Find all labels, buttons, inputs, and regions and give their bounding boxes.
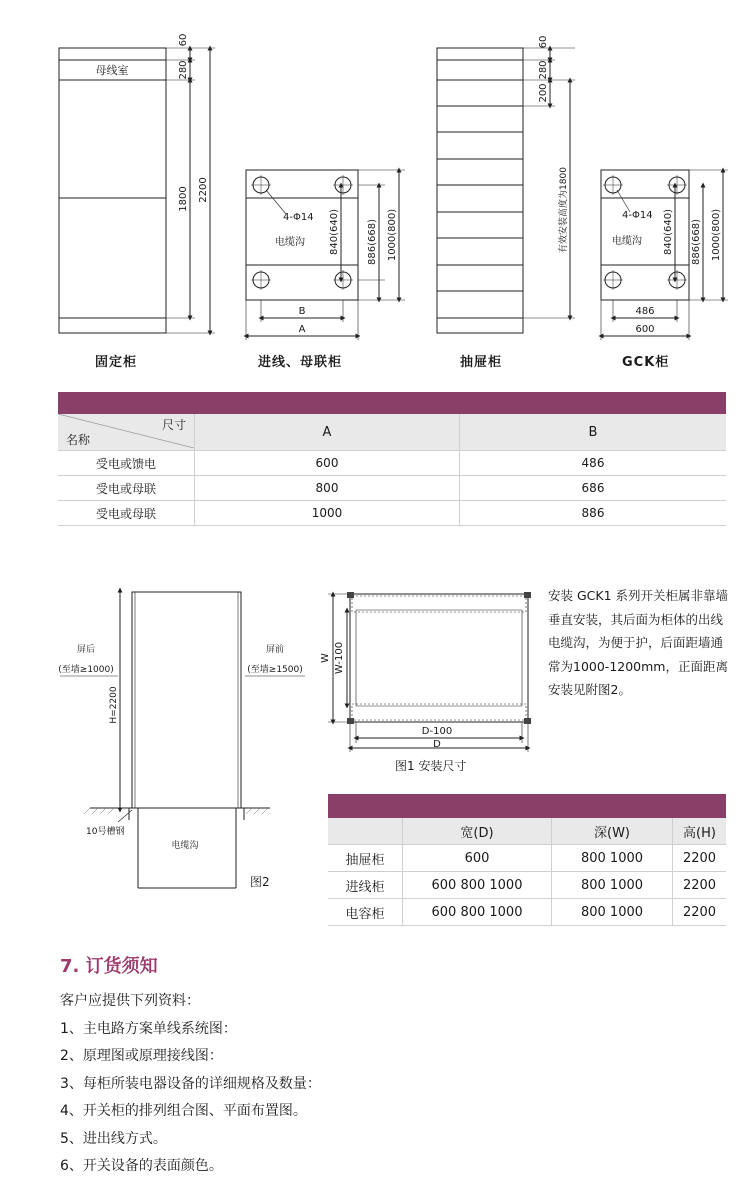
table-row: 进线柜 600 800 1000 800 1000 2200 [328, 872, 726, 899]
svg-text:280: 280 [538, 60, 549, 80]
installation-note: 安装 GCK1 系列开关柜属非靠墙垂直安装，其后面为柜体的出线电缆沟，为便于护，后面距墙通常为1000-1200mm，正面距离安装见附图2。 [548, 588, 729, 697]
svg-text:280: 280 [178, 60, 189, 80]
svg-text:W-100: W-100 [334, 641, 345, 675]
cabinet-size-table: 宽(D) 深(W) 高(H) 抽屉柜 600 800 1000 2200 进线柜 600 800 1000 800 1000 2200 电容柜 600 800 1000 800 1000 2200 [328, 794, 726, 926]
list-item: 4、开关柜的排列组合图、平面布置图。 [60, 1103, 307, 1119]
ab-dimension-table [58, 392, 726, 526]
svg-text:4-Φ14: 4-Φ14 [622, 210, 653, 221]
table-row: 电容柜 600 800 1000 800 1000 2200 [328, 899, 726, 926]
svg-text:A: A [298, 324, 306, 335]
svg-text:1000(800): 1000(800) [387, 208, 398, 262]
svg-text:电缆沟: 电缆沟 [612, 236, 642, 247]
svg-text:(至墙≥1000): (至墙≥1000) [58, 665, 114, 675]
ordering-list [60, 988, 321, 1181]
table-row: 受电或馈电 600 486 [58, 451, 726, 476]
incoming-cabinet-drawing [246, 170, 405, 340]
svg-text:600: 600 [635, 324, 655, 335]
table-row: 抽屉柜 600 800 1000 2200 [328, 845, 726, 872]
list-item: 2、原理图或原理接线图： [60, 1048, 223, 1064]
svg-text:840(640): 840(640) [663, 209, 674, 255]
svg-text:10号槽钢: 10号槽钢 [86, 827, 125, 837]
fixed-cabinet-drawing [59, 48, 215, 333]
svg-text:200: 200 [538, 83, 549, 103]
list-item: 6、开关设备的表面颜色。 [60, 1158, 223, 1174]
ordering-section-title: 7. 订货须知 [60, 956, 158, 977]
drawer-cabinet-drawing [437, 48, 575, 333]
list-item: 1、主电路方案单线系统图： [60, 1020, 237, 1037]
col-b-header: B [460, 414, 727, 451]
svg-text:图1 安装尺寸: 图1 安装尺寸 [395, 759, 467, 773]
svg-text:有效安装高度为1800: 有效安装高度为1800 [559, 167, 569, 253]
svg-text:840(640): 840(640) [329, 209, 340, 255]
svg-text:H=2200: H=2200 [109, 686, 119, 724]
svg-text:D-100: D-100 [421, 726, 453, 737]
table-corner-cell: 尺寸 名称 [58, 414, 195, 451]
svg-text:4-Φ14: 4-Φ14 [283, 212, 314, 223]
incoming-cabinet-caption: 进线、母联柜 [258, 355, 343, 370]
busbar-room-label: 母线室 [95, 64, 129, 77]
svg-text:60: 60 [538, 35, 549, 49]
svg-text:1800: 1800 [178, 186, 189, 212]
fixed-cabinet-caption: 固定柜 [95, 355, 138, 370]
drawer-cabinet-caption: 抽屉柜 [460, 355, 503, 370]
ordering-intro: 客户应提供下列资料： [60, 993, 200, 1009]
svg-text:486: 486 [635, 306, 655, 317]
svg-text:电缆沟: 电缆沟 [275, 237, 305, 248]
table-row: 受电或母联 800 686 [58, 476, 726, 501]
svg-text:B: B [298, 306, 306, 317]
list-item: 5、进出线方式。 [60, 1130, 167, 1147]
svg-text:图2: 图2 [250, 875, 270, 889]
svg-text:886(668): 886(668) [367, 219, 378, 265]
svg-text:1000(800): 1000(800) [711, 208, 722, 262]
gck-cabinet-caption: GCK柜 [622, 355, 670, 370]
svg-text:W: W [320, 653, 331, 663]
figure2-installation-drawing [0, 580, 320, 900]
figure1-installation-plan [320, 580, 545, 780]
svg-text:屏后: 屏后 [76, 645, 96, 655]
list-item: 3、每柜所装电器设备的详细规格及数量： [60, 1075, 321, 1092]
col-a-header: A [195, 414, 460, 451]
table-row: 受电或母联 1000 886 [58, 501, 726, 526]
svg-text:(至墙≥1500): (至墙≥1500) [247, 665, 303, 675]
svg-text:886(668): 886(668) [691, 219, 702, 265]
svg-text:60: 60 [178, 33, 189, 47]
cabinet-dimension-drawings [0, 0, 750, 380]
svg-text:D: D [433, 739, 441, 750]
svg-text:电缆沟: 电缆沟 [171, 841, 199, 851]
svg-text:2200: 2200 [198, 177, 209, 203]
svg-text:屏前: 屏前 [265, 645, 285, 655]
